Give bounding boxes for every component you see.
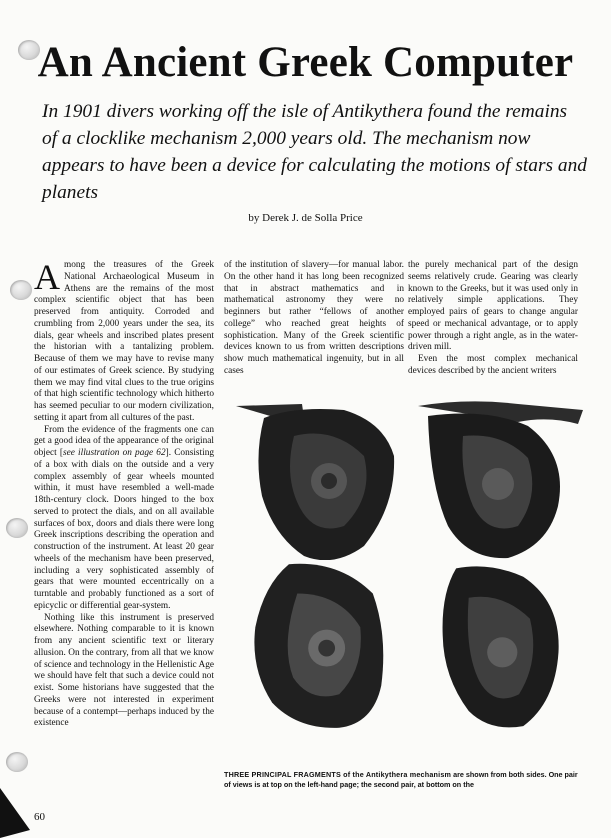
paragraph: From the evidence of the fragments one can get a good idea of the appearance of the original object [see illustration on page 62]. Consisting of a box with dials on the outside and a very complex assembly of gear wheels mounted within, it must have resembled a well-made 18th-century clock. Doors hinged to the box served to protect the dials, and on all available surfaces of box, doors and dials there were long Greek inscriptions describing the operation and construction of the instrument. At least 20 gear wheels of the mechanism have been preserved, including a very sophisticated assembly of gears that were mounted eccentrically on a turntable and probably functioned as a sort of epicyclic or differential gear-system. bbox=[34, 424, 214, 611]
punch-hole-middle bbox=[6, 518, 28, 538]
paragraph: Nothing like this instrument is preserved elsewhere. Nothing comparable to it is known from any ancient scientific text or literary allusion. On the contrary, from all that we know of science and technology in the Hellenistic Age we should have felt that such a device could not exist. Some historians have suggested that the Greeks were not interested in experiment because of a contempt—perhaps induced by the existence bbox=[34, 612, 214, 729]
byline: by Derek J. de Solla Price bbox=[248, 212, 363, 224]
fragment-photo-bottom-right bbox=[408, 560, 589, 732]
text-column-2 bbox=[224, 260, 404, 378]
article-title: An Ancient Greek Computer bbox=[37, 39, 574, 86]
punch-hole-upper bbox=[10, 280, 32, 300]
punch-hole-lower bbox=[6, 752, 28, 772]
fragment-photo-bottom-left bbox=[224, 560, 405, 732]
fragment-photo-top-left bbox=[224, 396, 405, 568]
paragraph: Even the most complex mechanical devices described by the ancient writers bbox=[408, 354, 578, 376]
drop-cap: A bbox=[34, 257, 60, 297]
paragraph: of the institution of slavery—for manual labor. On the other hand it has long been recognized that in abstract mathematics and in mathematical astronomy they were no beginners but rather “fellows of another college” who reached great heights of sophistication. Many of the Greek scientific devices known to us from written descriptions show much mathematical ingenuity, but in all cases bbox=[224, 260, 404, 376]
text-column-3 bbox=[408, 260, 578, 378]
page-number: 60 bbox=[34, 811, 45, 823]
fragment-photo-top-right bbox=[408, 396, 589, 568]
figure-caption: THREE PRINCIPAL FRAGMENTS of the Antikythera mechanism are shown from both sides. One pair of views is at top on the left-hand page; the second pair, at bottom on the bbox=[224, 770, 578, 789]
paragraph: Among the treasures of the Greek National Archaeological Museum in Athens are the remains of the most complex scientific object that has been preserved from antiquity. Corroded and crumbling from 2,000 years under the sea, its dials, gear wheels and inscribed plates present the historian with a tantalizing problem. Because of them we may have to revise many of our estimates of Greek science. By studying them we may find vital clues to the true origins of that high scientific technology which hitherto has seemed peculiar to our modern civilization, setting it apart from all cultures of the past. bbox=[34, 257, 214, 423]
figure-reference: see illustration on page 62 bbox=[63, 448, 166, 458]
paragraph: the purely mechanical part of the design seems relatively crude. Gearing was clearly known to the Greeks, but it was used only in relatively simple applications. They employed pairs of gears to change angular speed or mechanical advantage, or to apply power through a right angle, as in the water-driven mill. bbox=[408, 260, 578, 353]
text-column-1 bbox=[34, 257, 214, 730]
article-subtitle: In 1901 divers working off the isle of Antikythera found the remains of a clocklike mechanism 2,000 years old. The mechanism now appears to have been a device for calculating the motions of stars and planets bbox=[42, 101, 588, 203]
torn-corner bbox=[0, 782, 40, 838]
